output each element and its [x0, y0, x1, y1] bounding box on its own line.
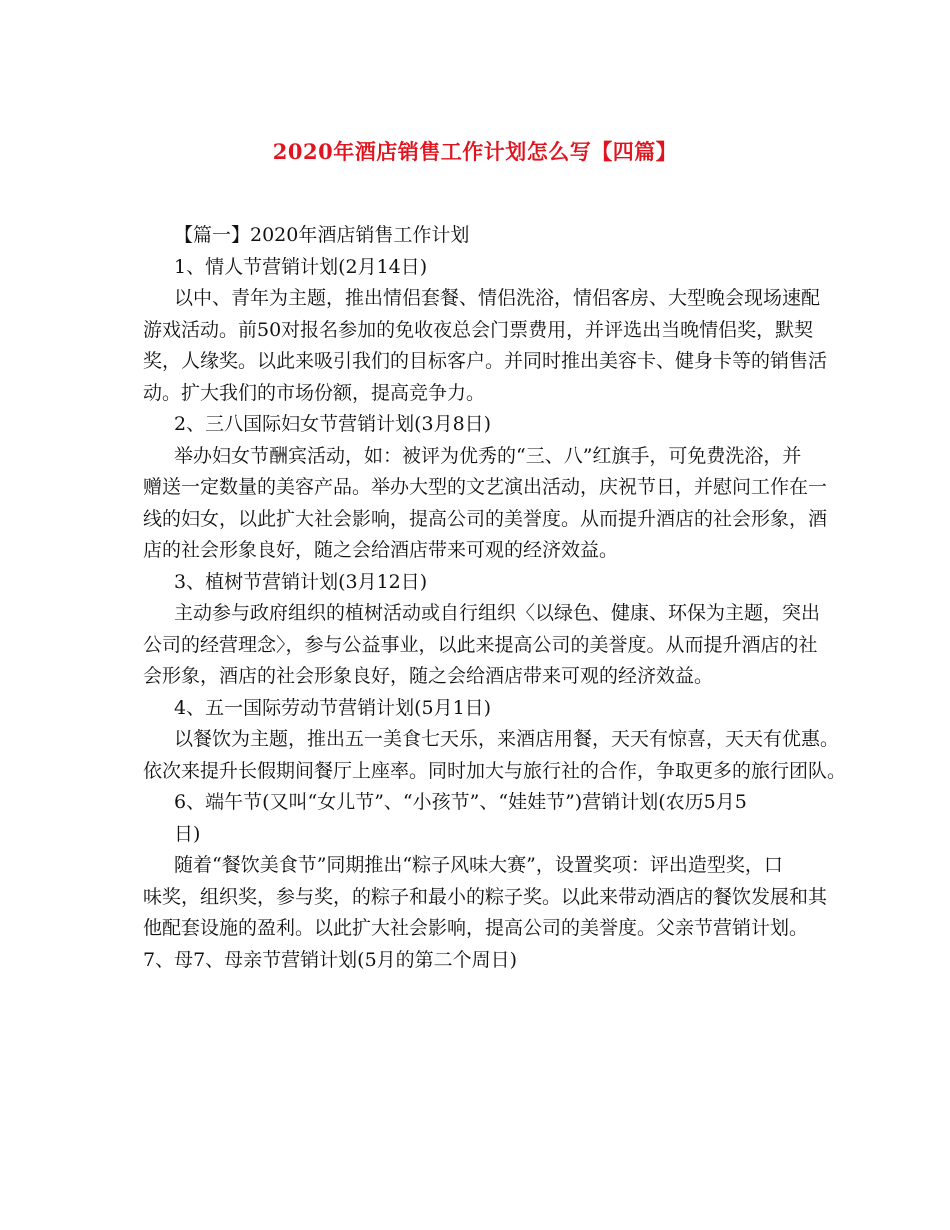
text-line: 依次来提升长假期间餐厅上座率。同时加大与旅行社的合作，争取更多的旅行团队。 [143, 759, 847, 782]
text-line: 随着“餐饮美食节”同期推出“粽子风味大赛”，设置奖项：评出造型奖，口 [174, 854, 783, 876]
text-line: 2、三八国际妇女节营销计划(3月8日) [174, 413, 492, 435]
text-line: 【篇一】2020年酒店销售工作计划 [174, 224, 470, 246]
text-line: 赠送一定数量的美容产品。举办大型的文艺演出活动，庆祝节日，并慰问工作在一 [143, 476, 828, 498]
text-line: 公司的经营理念〉，参与公益事业，以此来提高公司的美誉度。从而提升酒店的社 [143, 633, 818, 656]
text-line: 他配套设施的盈利。以此扩大社会影响，提高公司的美誉度。父亲节营销计划。 [143, 917, 809, 939]
text-line: 味奖，组织奖，参与奖，的粽子和最小的粽子奖。以此来带动酒店的餐饮发展和其 [143, 885, 828, 908]
text-line: 举办妇女节酬宾活动，如：被评为优秀的“三、八”红旗手，可免费洗浴，并 [174, 444, 802, 467]
text-line: 1、情人节营销计划(2月14日) [174, 255, 428, 278]
text-line: 4、五一国际劳动节营销计划(5月1日) [174, 696, 492, 719]
document-body [143, 220, 847, 976]
text-line: 游戏活动。前50对报名参加的免收夜总会门票费用，并评选出当晚情侣奖，默契 [143, 318, 814, 341]
text-line: 线的妇女，以此扩大社会影响，提高公司的美誉度。从而提升酒店的社会形象，酒 [143, 507, 828, 530]
text-line: 3、植树节营销计划(3月12日) [174, 570, 428, 593]
text-line: 动。扩大我们的市场份额，提高竞争力。 [143, 381, 486, 404]
text-line: 日) [174, 822, 201, 845]
text-line: 6、端午节(又叫“女儿节”、“小孩节”、“娃娃节”)营销计划(农历5月5 [174, 791, 747, 813]
text-line: 奖，人缘奖。以此来吸引我们的目标客户。并同时推出美容卡、健身卡等的销售活 [143, 350, 828, 372]
text-line: 以中、青年为主题，推出情侣套餐、情侣洗浴，情侣客房、大型晚会现场速配 [174, 287, 821, 309]
text-line: 会形象，酒店的社会形象良好，随之会给酒店带来可观的经济效益。 [143, 665, 714, 687]
text-line: 以餐饮为主题，推出五一美食七天乐，来酒店用餐，天天有惊喜，天天有优惠。 [174, 728, 840, 750]
text-line: 主动参与政府组织的植树活动或自行组织〈以绿色、健康、环保为主题，突出 [174, 602, 821, 624]
text-line: 7、母7、母亲节营销计划(5月的第二个周日) [143, 948, 518, 971]
document-title: 2020年酒店销售工作计划怎么写【四篇】 [272, 139, 678, 164]
text-line: 店的社会形象良好，随之会给酒店带来可观的经济效益。 [143, 539, 619, 561]
